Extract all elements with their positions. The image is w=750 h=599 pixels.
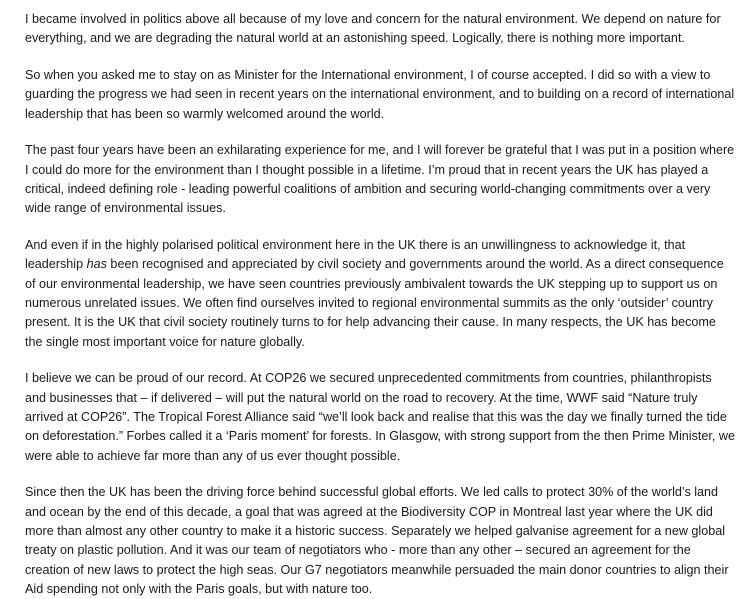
paragraph-4-emphasis: has [86, 257, 107, 272]
paragraph-1: I became involved in politics above all because of my love and concern for the natural environment. We depend on nature for everything, and we are degrading the natural world at an astonishing speed. Logically, there is nothing more important. [25, 12, 721, 46]
paragraph-4 [25, 236, 736, 352]
paragraph-4-text-before: And even if in the highly polarised political environment here in the UK there is an unwillingness to acknowledge it, that leadership [25, 238, 686, 272]
paragraph-5: I believe we can be proud of our record. At COP26 we secured unprecedented commitments from countries, philanthropists and businesses that – if delivered – will put the natural world on the road to recovery. At the time, WWF said “Nature truly arrived at COP26”. The Tropical Forest Alliance said “we’ll look back and realise that this was the day we finally turned the tide on deforestation.” Forbes called it a ‘Paris moment’ for forests. In Glasgow, with strong support from the then Prime Minister, we were able to achieve far more than any of us ever thought possible. [25, 371, 735, 463]
paragraph-4-text-after: been recognised and appreciated by civil society and governments around the world. As a direct consequence of our environmental leadership, we have seen countries previously ambivalent towards the UK stepping up to support us on numerous unrelated issues. We often find ourselves invited to regional environmental summits as the only ‘outsider’ country present. It is the UK that civil society routinely turns to for help advancing their cause. In many respects, the UK has become the single most important voice for nature globally. [25, 257, 724, 349]
paragraph-6: Since then the UK has been the driving force behind successful global efforts. We led calls to protect 30% of the world’s land and ocean by the end of this decade, a goal that was agreed at the Biodiversity COP in Montreal last year where the UK did more than almost any other country to make it a historic success. Separately we helped galvanise agreement for a new global treaty on plastic pollution. And it was our team of negotiators who - more than any other – secured an agreement for the creation of new laws to protect the high seas. Our G7 negotiators meanwhile persuaded the main donor countries to align their Aid spending not only with the Paris goals, but with nature too. [25, 485, 729, 596]
paragraph-2: So when you asked me to stay on as Minister for the International environment, I of course accepted. I did so with a view to guarding the progress we had seen in recent years on the international environment, and to building on a record of international leadership that has been so warmly welcomed around the world. [25, 68, 735, 121]
paragraph-3: The past four years have been an exhilarating experience for me, and I will forever be grateful that I was put in a position where I could do more for the environment than I thought possible in a lifetime. I’m proud that in recent years the UK has played a critical, indeed defining role - leading powerful coalitions of ambition and securing world-changing commitments over a very wide range of environmental issues. [25, 143, 735, 216]
